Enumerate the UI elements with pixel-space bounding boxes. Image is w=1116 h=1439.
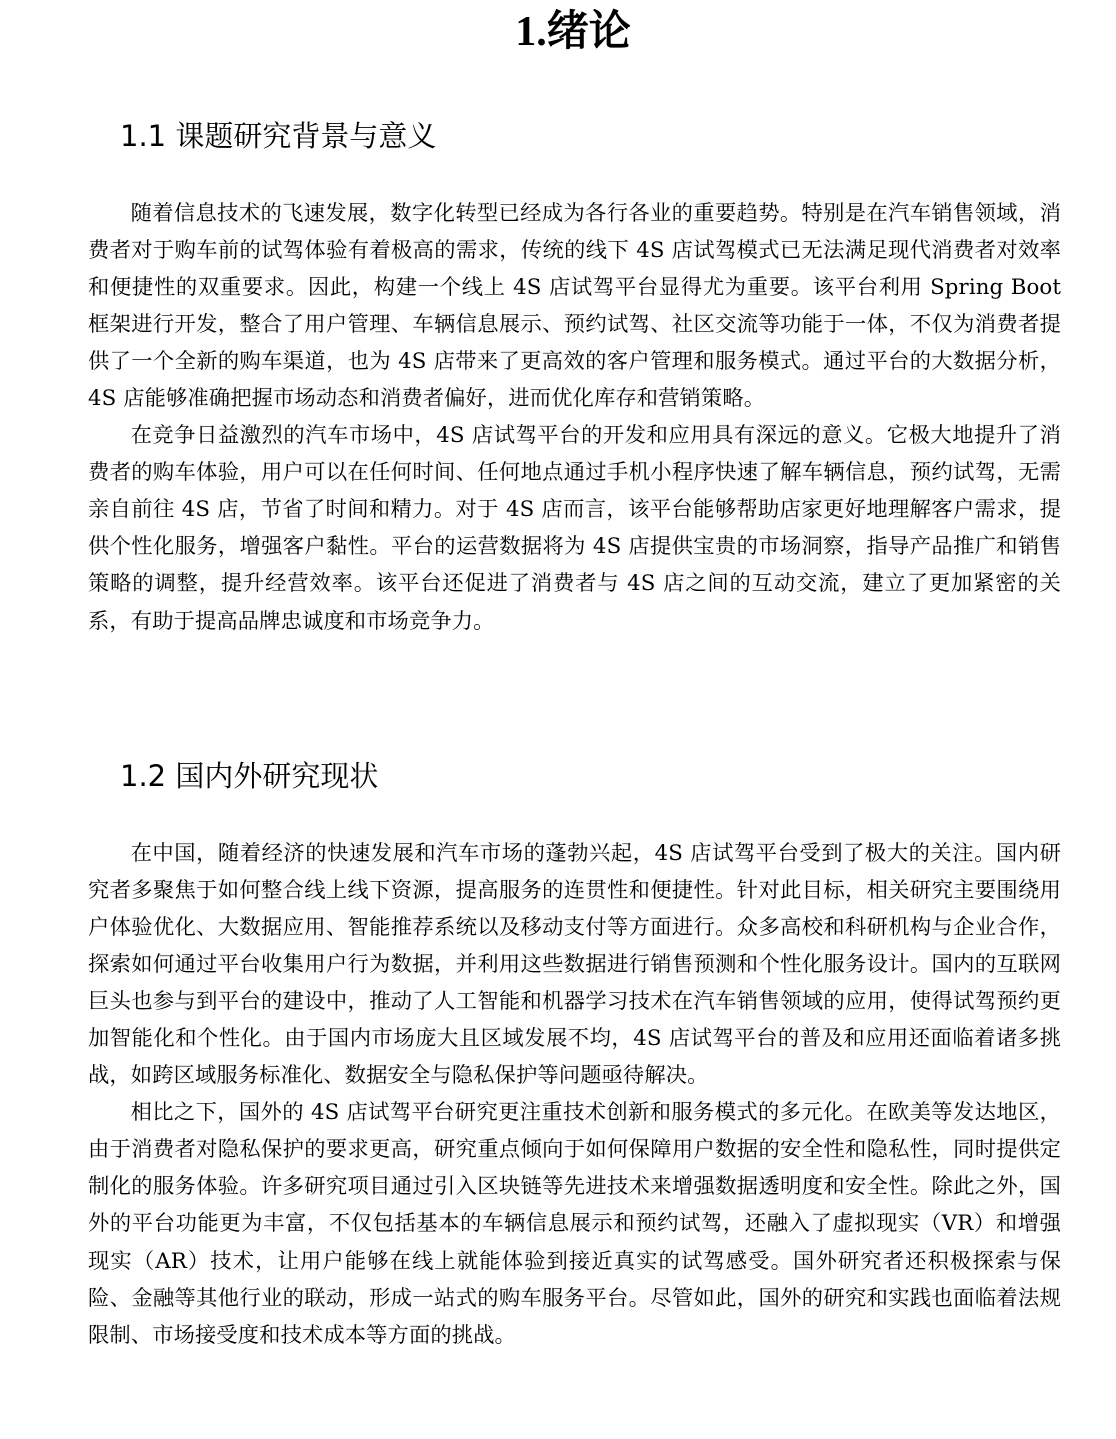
paragraph: 在竞争日益激烈的汽车市场中，4S 店试驾平台的开发和应用具有深远的意义。它极大地提升了消费者的购车体验，用户可以在任何时间、任何地点通过手机小程序快速了解车辆信息，预约试驾，无需亲自前往 4S 店，节省了时间和精力。对于 4S 店而言，该平台能够帮助店家更好地理解客户需求，提供个性化服务，增强客户黏性。平台的运营数据将为 4S 店提供宝贵的市场洞察，指导产品推广和销售策略的调整，提升经营效率。该平台还促进了消费者与 4S 店之间的互动交流，建立了更加紧密的关系，有助于提高品牌忠诚度和市场竞争力。 — [88, 423, 1061, 634]
paragraph: 相比之下，国外的 4S 店试驾平台研究更注重技术创新和服务模式的多元化。在欧美等发达地区，由于消费者对隐私保护的要求更高，研究重点倾向于如何保障用户数据的安全性和隐私性，同时提供定制化的服务体验。许多研究项目通过引入区块链等先进技术来增强数据透明度和安全性。除此之外，国外的平台功能更为丰富，不仅包括基本的车辆信息展示和预约试驾，还融入了虚拟现实（VR）和增强现实（AR）技术，让用户能够在线上就能体验到接近真实的试驾感受。国外研究者还积极探索与保险、金融等其他行业的联动，形成一站式的购车服务平台。尽管如此，国外的研究和实践也面临着法规限制、市场接受度和技术成本等方面的挑战。 — [88, 1100, 1061, 1348]
chapter-title: 1.绪论 — [515, 9, 631, 55]
paragraph: 在中国，随着经济的快速发展和汽车市场的蓬勃兴起，4S 店试驾平台受到了极大的关注。国内研究者多聚焦于如何整合线上线下资源，提高服务的连贯性和便捷性。针对此目标，相关研究主要围绕用户体验优化、大数据应用、智能推荐系统以及移动支付等方面进行。众多高校和科研机构与企业合作，探索如何通过平台收集用户行为数据，并利用这些数据进行销售预测和个性化服务设计。国内的互联网巨头也参与到平台的建设中，推动了人工智能和机器学习技术在汽车销售领域的应用，使得试驾预约更加智能化和个性化。由于国内市场庞大且区域发展不均，4S 店试驾平台的普及和应用还面临着诸多挑战，如跨区域服务标准化、数据安全与隐私保护等问题亟待解决。 — [88, 841, 1061, 1089]
section-body-1-2 — [88, 835, 1061, 1354]
section-title-1-2: 1.2 国内外研究现状 — [120, 759, 379, 793]
section-title-1-1: 1.1 课题研究背景与意义 — [120, 119, 437, 153]
section-body-1-1 — [88, 195, 1061, 640]
paragraph: 随着信息技术的飞速发展，数字化转型已经成为各行各业的重要趋势。特别是在汽车销售领域，消费者对于购车前的试驾体验有着极高的需求，传统的线下 4S 店试驾模式已无法满足现代消费者对效率和便捷性的双重要求。因此，构建一个线上 4S 店试驾平台显得尤为重要。该平台利用 Spring Boot 框架进行开发，整合了用户管理、车辆信息展示、预约试驾、社区交流等功能于一体，不仅为消费者提供了一个全新的购车渠道，也为 4S 店带来了更高效的客户管理和服务模式。通过平台的大数据分析，4S 店能够准确把握市场动态和消费者偏好，进而优化库存和营销策略。 — [88, 201, 1061, 412]
